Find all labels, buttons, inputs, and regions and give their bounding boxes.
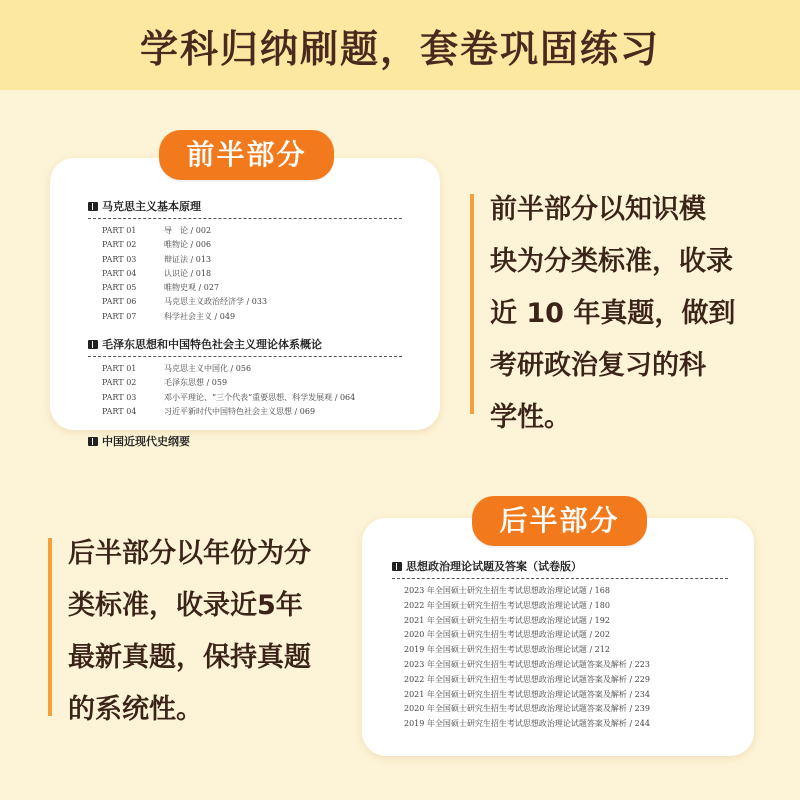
divider [392,578,728,579]
toc-row [88,281,402,295]
page-title: 学科归纳刷题，套卷巩固练习 [139,26,660,71]
part-number: PART 04 [102,268,137,278]
toc-row: 2019 年全国硕士研究生招生考试思想政治理论试题 / 212 [404,645,610,655]
badge-second-half: 后半部分 [472,496,647,546]
part-number: PART 02 [102,240,137,250]
book-icon [392,562,402,571]
toc-row [88,253,402,267]
chapter-title: 习近平新时代中国特色社会主义思想 / 069 [164,406,316,416]
toc-row: 2020 年全国硕士研究生招生考试思想政治理论试题答案及解析 / 239 [404,704,650,714]
section-title: 马克思主义基本原理 [88,198,402,214]
section-title-cutoff: 中国近现代史纲要 [88,433,402,449]
toc-row: 2020 年全国硕士研究生招生考试思想政治理论试题 / 202 [404,630,610,640]
section-title: 思想政治理论试题及答案（试卷版） [392,558,728,574]
toc-row [88,376,402,390]
toc-row: 2021 年全国硕士研究生招生考试思想政治理论试题答案及解析 / 234 [404,689,650,699]
part-number: PART 02 [102,378,137,388]
part-number: PART 07 [102,311,137,321]
description-line: 后半部分以年份为分 [68,538,311,569]
description-line: 近 10 年真题，做到 [490,298,736,329]
badge-first-half: 前半部分 [159,130,334,180]
chapter-title: 唯物史观 / 027 [164,283,220,293]
description-line: 的系统性。 [68,694,203,725]
toc-row [88,295,402,309]
toc-row: 2023 年全国硕士研究生招生考试思想政治理论试题 / 168 [404,586,610,595]
book-icon [88,437,98,446]
book-icon [88,340,98,349]
toc-card-second-half [362,518,754,756]
part-number: PART 01 [102,364,137,374]
toc-row: 2022 年全国硕士研究生招生考试思想政治理论试题答案及解析 / 229 [404,674,650,684]
description-second-half [68,528,358,736]
part-number: PART 04 [102,406,137,416]
description-line: 前半部分以知识模 [490,194,706,225]
toc-row [88,362,402,376]
chapter-title: 辩证法 / 013 [164,254,212,264]
chapter-title: 邓小平理论、“三个代表”重要思想、科学发展观 / 064 [164,392,356,402]
toc-row: 2019 年全国硕士研究生招生考试思想政治理论试题答案及解析 / 244 [404,719,650,729]
description-line: 类标准，收录近5年 [68,590,303,621]
toc-row [88,238,402,252]
chapter-title: 唯物论 / 006 [164,240,212,250]
part-number: PART 01 [102,226,137,235]
book-icon [88,202,98,211]
chapter-title: 科学社会主义 / 049 [164,311,236,321]
description-first-half [490,184,780,444]
toc-row [88,405,402,419]
chapter-title: 认识论 / 018 [164,268,212,278]
toc-row [88,267,402,281]
description-line: 考研政治复习的科 [490,350,706,381]
part-number: PART 03 [102,254,137,264]
header-banner [0,0,800,90]
chapter-title: 马克思主义中国化 / 056 [164,364,252,374]
accent-bar [48,538,52,716]
chapter-title: 毛泽东思想 / 059 [164,378,228,388]
divider [88,356,402,357]
part-number: PART 05 [102,283,137,293]
toc-row [88,224,402,238]
description-line: 最新真题，保持真题 [68,642,311,673]
description-line: 学性。 [490,402,571,433]
chapter-title: 马克思主义政治经济学 / 033 [164,297,268,307]
toc-row: 2022 年全国硕士研究生招生考试思想政治理论试题 / 180 [404,600,610,610]
description-line: 块为分类标准，收录 [490,246,733,277]
section-title: 毛泽东思想和中国特色社会主义理论体系概论 [88,336,402,352]
divider [88,218,402,219]
toc-card-first-half [50,158,440,449]
toc-row [88,391,402,405]
chapter-title: 导 论 / 002 [164,226,212,235]
toc-row [88,310,402,324]
accent-bar [470,194,474,414]
part-number: PART 06 [102,297,137,307]
toc-row: 2023 年全国硕士研究生招生考试思想政治理论试题答案及解析 / 223 [404,659,650,669]
toc-row: 2021 年全国硕士研究生招生考试思想政治理论试题 / 192 [404,615,610,625]
part-number: PART 03 [102,392,137,402]
